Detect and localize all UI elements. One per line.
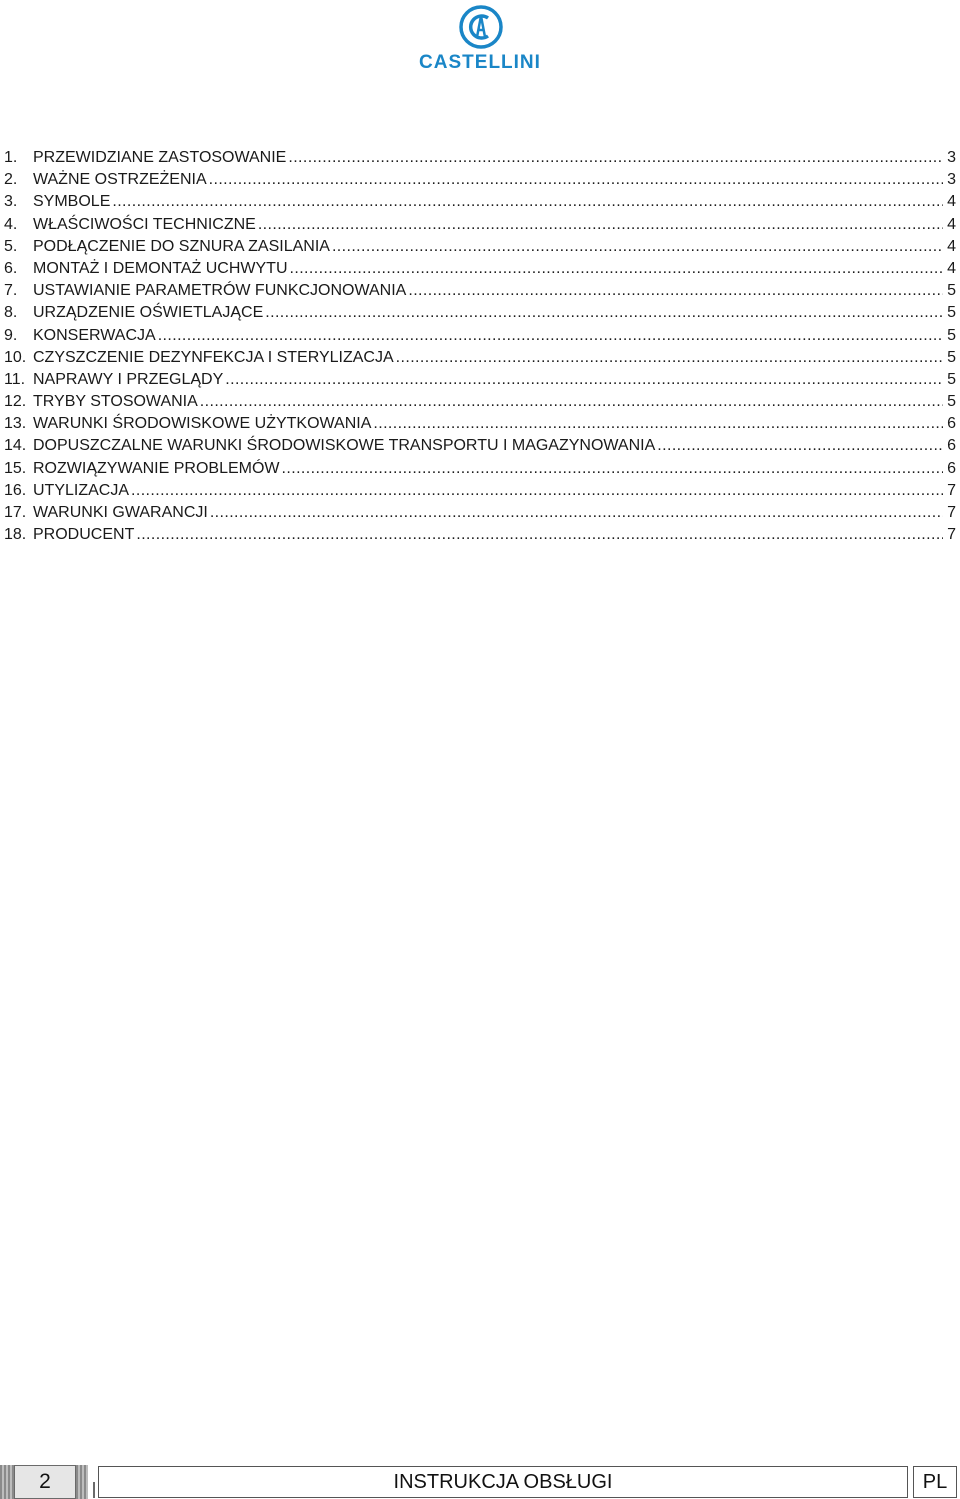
toc-entry[interactable] — [4, 391, 956, 413]
toc-number: 7. — [4, 282, 18, 300]
brand-name: CASTELLINI — [419, 52, 541, 73]
toc-page-number: 5 — [947, 348, 956, 366]
toc-leader-dots — [332, 236, 943, 258]
footer-divider — [93, 1482, 95, 1498]
toc-page-number: 6 — [947, 459, 956, 477]
toc-number: 12. — [4, 393, 27, 411]
toc-page-number: 5 — [947, 304, 956, 322]
toc-entry[interactable] — [4, 214, 956, 236]
toc-leader-dots — [282, 458, 943, 480]
toc-entry[interactable] — [4, 524, 956, 546]
toc-page-number: 7 — [947, 526, 956, 544]
toc-leader-dots — [396, 347, 943, 369]
toc-title: USTAWIANIE PARAMETRÓW FUNKCJONOWANIA — [33, 282, 407, 300]
toc-leader-dots — [210, 502, 943, 524]
toc-title: NAPRAWY I PRZEGLĄDY — [33, 370, 224, 388]
toc-entry[interactable] — [4, 347, 956, 369]
toc-number: 8. — [4, 304, 18, 322]
toc-title: MONTAŻ I DEMONTAŻ UCHWYTU — [33, 259, 288, 277]
toc-entry[interactable] — [4, 435, 956, 457]
toc-title: WARUNKI ŚRODOWISKOWE UŻYTKOWANIA — [33, 415, 372, 433]
toc-page-number: 3 — [947, 171, 956, 189]
toc-leader-dots — [131, 480, 943, 502]
toc-title: PODŁĄCZENIE DO SZNURA ZASILANIA — [33, 237, 330, 255]
toc-leader-dots — [200, 391, 943, 413]
toc-entry[interactable] — [4, 191, 956, 213]
toc-page-number: 5 — [947, 282, 956, 300]
toc-leader-dots — [258, 214, 943, 236]
toc-page-number: 7 — [947, 504, 956, 521]
toc-title: PRODUCENT — [33, 526, 135, 544]
toc-number: 11. — [4, 370, 26, 388]
toc-page-number: 5 — [947, 393, 956, 411]
toc-title: TRYBY STOSOWANIA — [33, 393, 198, 411]
toc-number: 16. — [4, 481, 27, 499]
toc-leader-dots — [290, 258, 944, 280]
toc-number: 4. — [4, 215, 18, 233]
toc-number: 18. — [4, 526, 27, 544]
toc-title: UTYLIZACJA — [33, 481, 130, 499]
toc-title: DOPUSZCZALNE WARUNKI ŚRODOWISKOWE TRANSPORTU I MAGAZYNOWANIA — [33, 437, 656, 455]
toc-leader-dots — [288, 147, 943, 169]
toc-number: 3. — [4, 193, 18, 211]
toc-title: CZYSZCZENIE DEZYNFEKCJA I STERYLIZACJA — [33, 348, 394, 366]
toc-number: 15. — [4, 459, 27, 477]
toc-number: 1. — [4, 149, 18, 166]
toc-number: 9. — [4, 326, 18, 344]
toc-entry[interactable] — [4, 502, 956, 524]
toc-page-number: 6 — [947, 437, 956, 455]
toc-leader-dots — [373, 413, 943, 435]
toc-entry[interactable] — [4, 458, 956, 480]
footer-language: PL — [913, 1466, 957, 1498]
toc-entry[interactable] — [4, 413, 956, 435]
toc-entry[interactable] — [4, 147, 956, 169]
toc-leader-dots — [265, 302, 943, 324]
toc-page-number: 4 — [947, 237, 956, 255]
toc-entry[interactable] — [4, 325, 956, 347]
toc-page-number: 5 — [947, 370, 956, 388]
toc-title: KONSERWACJA — [33, 326, 156, 344]
toc-number: 10. — [4, 348, 27, 366]
toc-entry[interactable] — [4, 480, 956, 502]
toc-leader-dots — [158, 325, 943, 347]
footer-page-number: 2 — [14, 1465, 76, 1499]
toc-entry[interactable] — [4, 302, 956, 324]
footer-title: INSTRUKCJA OBSŁUGI — [98, 1466, 908, 1498]
toc-number: 14. — [4, 437, 27, 455]
toc-leader-dots — [209, 169, 943, 191]
toc-entry[interactable] — [4, 258, 956, 280]
toc-number: 17. — [4, 504, 27, 521]
toc-title: URZĄDZENIE OŚWIETLAJĄCE — [33, 304, 264, 322]
toc-leader-dots — [136, 524, 943, 546]
toc-page-number: 4 — [947, 215, 956, 233]
toc-title: WARUNKI GWARANCJI — [33, 504, 208, 521]
toc-page-number: 6 — [947, 415, 956, 433]
toc-number: 2. — [4, 171, 18, 189]
toc-number: 5. — [4, 237, 18, 255]
toc-page-number: 4 — [947, 259, 956, 277]
toc-leader-dots — [657, 435, 943, 457]
toc-entry[interactable] — [4, 236, 956, 258]
toc-entry[interactable] — [4, 369, 956, 391]
toc-number: 13. — [4, 415, 27, 433]
toc-page-number: 7 — [947, 481, 956, 499]
toc-number: 6. — [4, 259, 18, 277]
toc-leader-dots — [408, 280, 943, 302]
toc-entry[interactable] — [4, 169, 956, 191]
toc-leader-dots — [225, 369, 943, 391]
toc-title: PRZEWIDZIANE ZASTOSOWANIE — [33, 149, 287, 166]
castellini-monogram-icon — [458, 4, 504, 50]
toc-page-number: 3 — [947, 149, 956, 166]
toc-page-number: 4 — [947, 193, 956, 211]
toc-entry[interactable] — [4, 280, 956, 302]
page-footer — [0, 1465, 960, 1499]
brand-logo — [408, 4, 552, 74]
toc-page-number: 5 — [947, 326, 956, 344]
toc-leader-dots — [112, 191, 943, 213]
toc-title: WAŻNE OSTRZEŻENIA — [33, 171, 207, 189]
toc-title: SYMBOLE — [33, 193, 111, 211]
toc-title: ROZWIĄZYWANIE PROBLEMÓW — [33, 459, 280, 477]
toc-title: WŁAŚCIWOŚCI TECHNICZNE — [33, 215, 256, 233]
table-of-contents — [4, 147, 956, 546]
